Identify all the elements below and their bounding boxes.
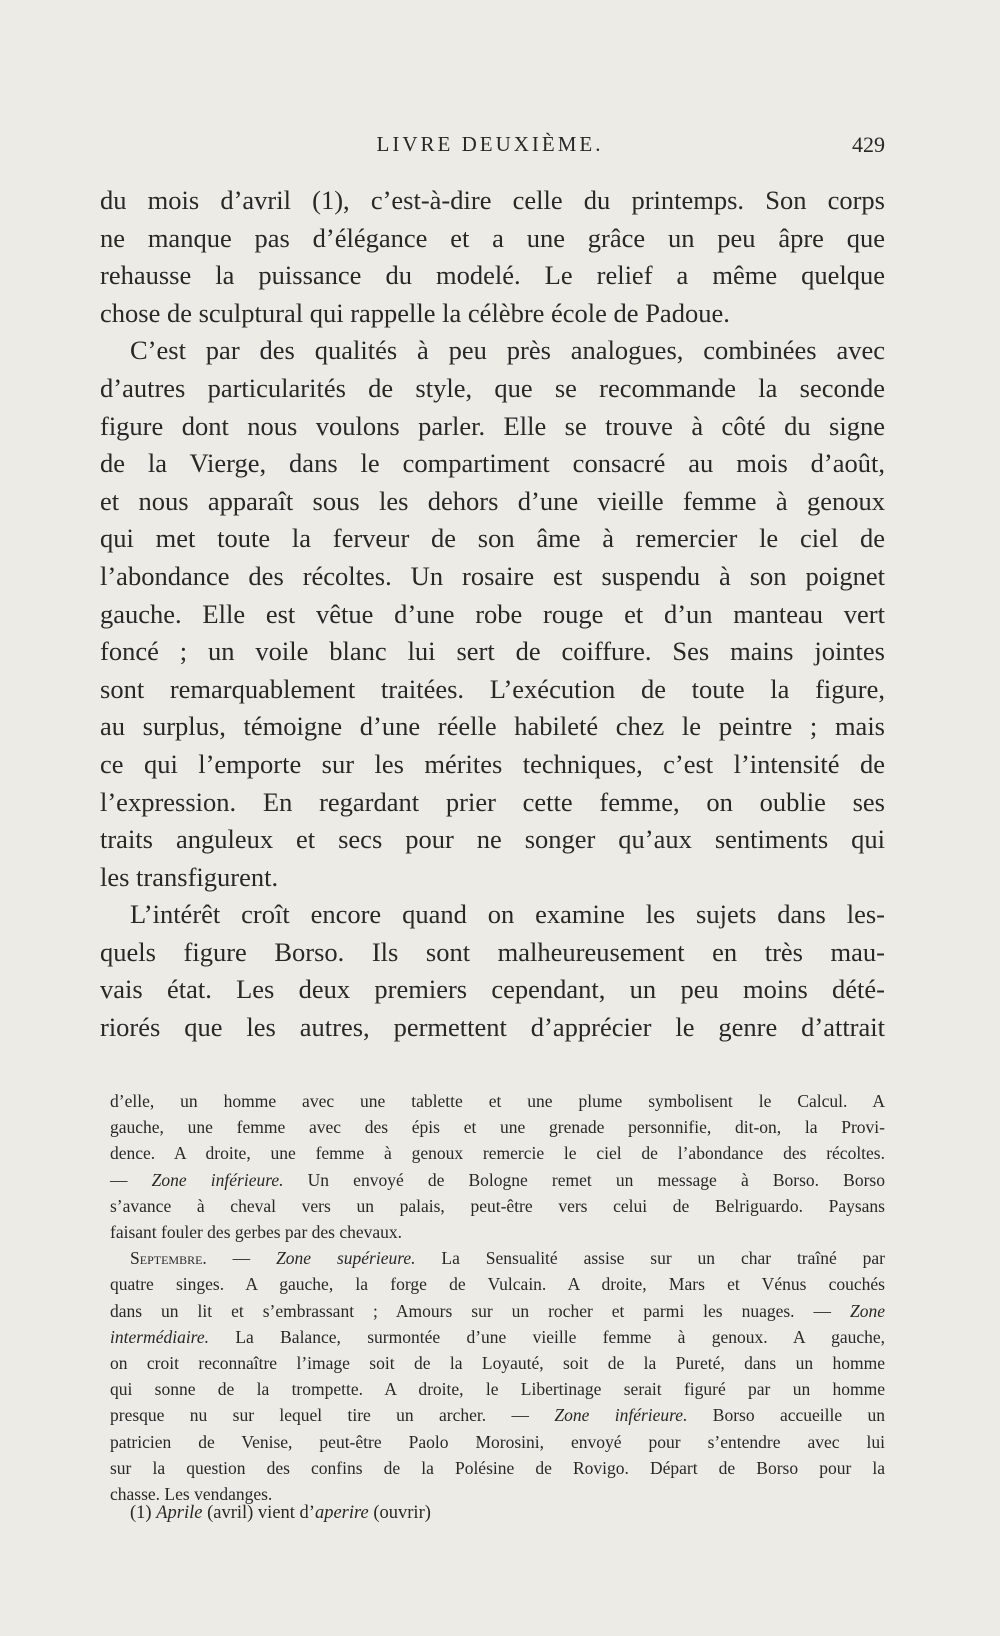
note-line <box>110 1167 885 1193</box>
note-text: — <box>206 1248 277 1269</box>
note-text: Borso accueille un <box>687 1405 886 1426</box>
text-line: L’intérêt croît encore quand on examine les sujets dans les- <box>130 899 885 930</box>
footnote-italic: aperire <box>314 1503 369 1523</box>
text-line: et nous apparaît sous les dehors d’une vieille femme à genoux <box>100 485 885 516</box>
page-number: 429 <box>852 132 885 157</box>
text-line: rehausse la puissance du modelé. Le relief a même quelque <box>100 260 885 291</box>
note-line: qui sonne de la trompette. A droite, le Libertinage serait figuré par un homme <box>110 1379 885 1400</box>
note-line: s’avance à cheval vers un palais, peut-être vers celui de Belriguardo. Paysans <box>110 1195 885 1216</box>
note-text: La Sensualité assise sur un char traîné par <box>415 1248 886 1269</box>
text-line: gauche. Elle est vêtue d’une robe rouge et d’un manteau vert <box>100 598 885 629</box>
text-line: riorés que les autres, permettent d’apprécier le genre d’attrait <box>100 1012 885 1043</box>
text-line: foncé ; un voile blanc lui sert de coiffure. Ses mains jointes <box>100 636 885 667</box>
footnote-marker: (1) <box>130 1503 157 1523</box>
note-line <box>110 1324 885 1350</box>
note-italic: intermédiaire. <box>110 1326 209 1347</box>
note-text: — <box>110 1169 152 1190</box>
text-line: sont remarquablement traitées. L’exécution de toute la figure, <box>100 673 885 704</box>
text-line: au surplus, témoigne d’une réelle habileté chez le peintre ; mais <box>100 711 885 742</box>
note-month: Septembre. <box>130 1248 207 1269</box>
text-line: d’autres particularités de style, que se recommande la seconde <box>100 372 885 403</box>
note-italic: Zone supérieure. <box>276 1248 416 1269</box>
text-line: les transfigurent. <box>100 861 279 892</box>
text-line: vais état. Les deux premiers cependant, un peu moins dété- <box>100 974 885 1005</box>
note-italic: Zone inférieure. <box>554 1405 688 1426</box>
text-line: traits anguleux et secs pour ne songer qu’aux sentiments qui <box>100 824 885 855</box>
note-italic: Zone inférieure. <box>151 1169 284 1190</box>
note-line: chasse. Les vendanges. <box>110 1484 273 1505</box>
note-line: d’elle, un homme avec une tablette et une plume symbolisent le Calcul. A <box>110 1091 885 1111</box>
note-line: faisant fouler des gerbes par des chevaux. <box>110 1222 403 1243</box>
note-italic: Zone <box>850 1300 885 1321</box>
text-line: l’expression. En regardant prier cette femme, on oublie ses <box>100 786 885 817</box>
text-line: chose de sculptural qui rappelle la célèbre école de Padoue. <box>100 297 730 328</box>
page-header <box>95 132 885 166</box>
text-line: de la Vierge, dans le compartiment consacré au mois d’août, <box>100 448 885 479</box>
note-text: Un envoyé de Bologne remet un message à Borso. Borso <box>283 1169 885 1190</box>
note-text: presque nu sur lequel tire un archer. — <box>110 1405 555 1426</box>
running-title: LIVRE DEUXIÈME. <box>376 132 604 156</box>
footnote-text: (ouvrir) <box>368 1503 431 1523</box>
text-line: du mois d’avril (1), c’est-à-dire celle du printemps. Son corps <box>100 185 885 215</box>
footnote <box>130 1503 431 1524</box>
text-line: l’abondance des récoltes. Un rosaire est suspendu à son poignet <box>100 560 885 591</box>
text-line: quels figure Borso. Ils sont malheureusement en très mau- <box>100 936 885 967</box>
note-text: dans un lit et s’embrassant ; Amours sur un rocher et parmi les nuages. — <box>110 1300 850 1321</box>
text-line: qui met toute la ferveur de son âme à remercier le ciel de <box>100 523 885 554</box>
note-line: on croit reconnaître l’image soit de la Loyauté, soit de la Pureté, dans un homme <box>110 1353 885 1374</box>
note-line <box>110 1298 885 1324</box>
note-line: gauche, une femme avec des épis et une grenade personnifie, dit-on, la Provi- <box>110 1117 885 1138</box>
note-line <box>110 1402 885 1428</box>
notes-block <box>110 1088 885 1507</box>
note-text: La Balance, surmontée d’une vieille femme à genoux. A gauche, <box>208 1326 885 1347</box>
note-line: sur la question des confins de la Polésine de Rovigo. Départ de Borso pour la <box>110 1457 885 1478</box>
footnote-italic: Aprile <box>156 1503 203 1523</box>
text-line: figure dont nous voulons parler. Elle se trouve à côté du signe <box>100 410 885 441</box>
note-line: dence. A droite, une femme à genoux remercie le ciel de l’abondance des récoltes. <box>110 1143 885 1164</box>
text-line: ce qui l’emporte sur les mérites techniques, c’est l’intensité de <box>100 748 885 779</box>
main-text <box>100 182 885 1047</box>
note-line: quatre singes. A gauche, la forge de Vulcain. A droite, Mars et Vénus couchés <box>110 1274 885 1295</box>
note-line: patricien de Venise, peut-être Paolo Morosini, envoyé pour s’entendre avec lui <box>110 1431 885 1452</box>
text-line: ne manque pas d’élégance et a une grâce un peu âpre que <box>100 222 885 253</box>
note-line <box>110 1245 885 1271</box>
footnote-text: (avril) vient d’ <box>202 1503 315 1523</box>
text-line: C’est par des qualités à peu près analogues, combinées avec <box>130 335 885 366</box>
